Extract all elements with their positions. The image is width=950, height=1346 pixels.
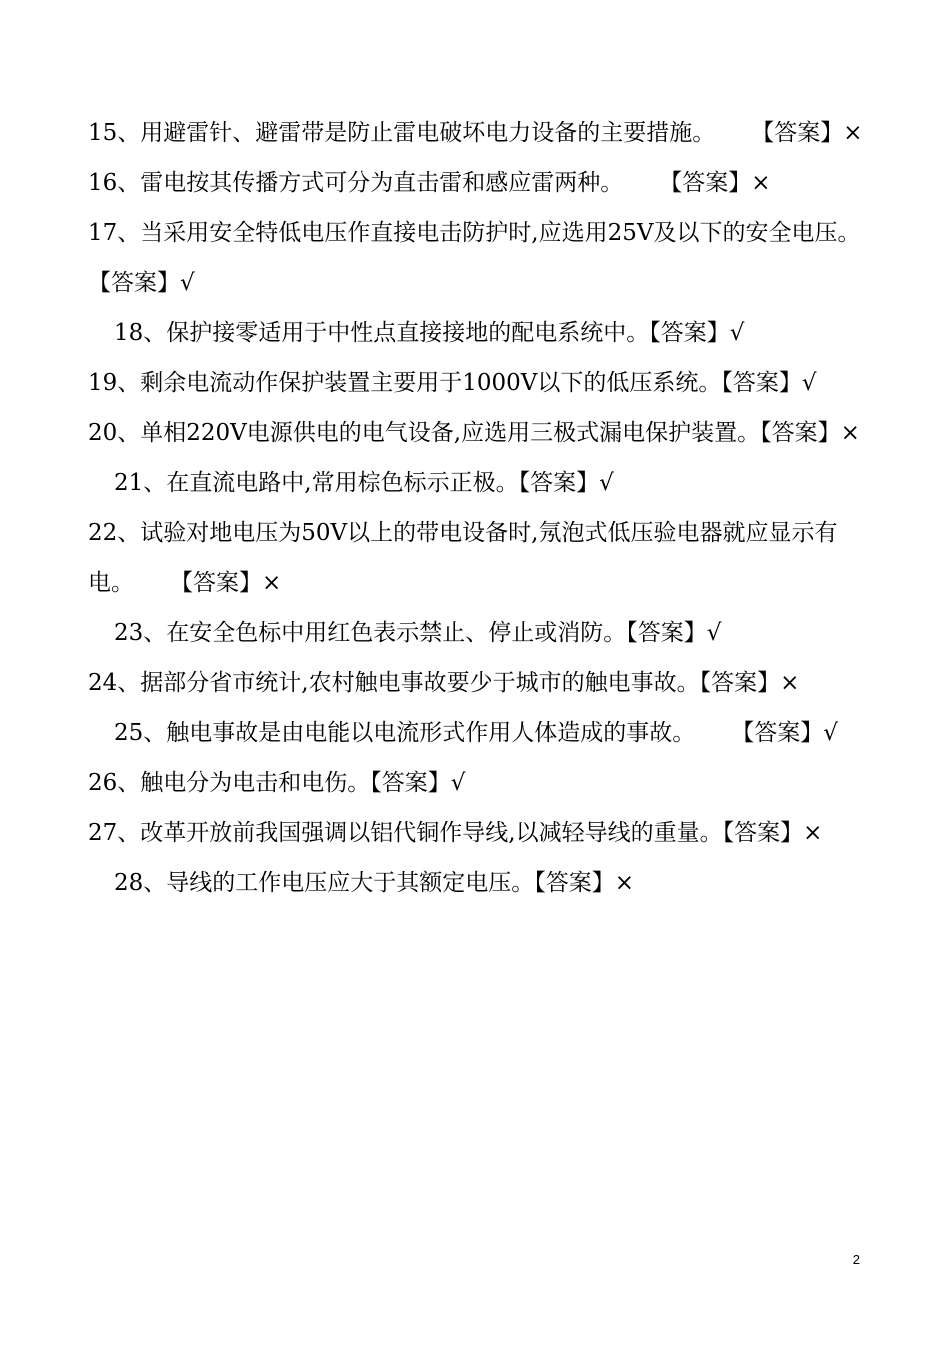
answer-mark: ×	[840, 420, 860, 446]
answer-label: 【答案】	[721, 370, 802, 396]
question-item	[88, 208, 868, 308]
answer-mark: ×	[803, 820, 823, 846]
answer-mark: √	[801, 370, 817, 396]
answer-mark: ×	[614, 870, 635, 896]
question-list	[88, 108, 868, 908]
question-text: 20、单相220V电源供电的电气设备,应选用三极式漏电保护装置。	[88, 420, 761, 446]
question-item	[88, 158, 868, 208]
question-text: 24、据部分省市统计,农村触电事故要少于城市的触电事故。	[88, 670, 700, 696]
answer-mark: √	[450, 770, 466, 796]
answer-label: 【答案】	[534, 870, 615, 896]
question-item	[88, 608, 868, 658]
answer-label: 【答案】	[731, 720, 824, 746]
answer-label: 【答案】	[518, 470, 600, 496]
question-text: 26、触电分为电击和电伤。	[88, 770, 371, 796]
answer-mark: √	[729, 320, 745, 346]
answer-label: 【答案】	[722, 820, 804, 846]
question-item	[88, 308, 868, 358]
question-item	[88, 658, 868, 708]
answer-label: 【答案】	[626, 620, 707, 646]
question-text: 28、导线的工作电压应大于其额定电压。	[114, 870, 535, 896]
question-text: 22、试验对地电压为50V以上的带电设备时,氖泡式低压验电器就应显示有电。	[88, 520, 838, 596]
answer-mark: √	[706, 620, 722, 646]
answer-label: 【答案】	[751, 120, 844, 146]
question-text: 27、改革开放前我国强调以铝代铜作导线,以减轻导线的重量。	[88, 820, 723, 846]
question-item	[88, 408, 868, 458]
question-item	[88, 858, 868, 908]
answer-label: 【答案】	[370, 770, 451, 796]
question-item	[88, 758, 868, 808]
question-text: 16、雷电按其传播方式可分为直击雷和感应雷两种。	[88, 170, 624, 196]
question-text: 15、用避雷针、避雷带是防止雷电破坏电力设备的主要措施。	[88, 120, 716, 146]
question-item	[88, 108, 868, 158]
question-text: 25、触电事故是由电能以电流形式作用人体造成的事故。	[114, 720, 696, 746]
question-text: 21、在直流电路中,常用棕色标示正极。	[114, 470, 519, 496]
answer-label: 【答案】	[170, 570, 262, 596]
answer-label: 【答案】	[699, 670, 781, 696]
question-text: 18、保护接零适用于中性点直接接地的配电系统中。	[114, 320, 650, 346]
answer-mark: ×	[780, 670, 800, 696]
question-item	[88, 708, 868, 758]
answer-mark: √	[599, 470, 614, 496]
question-text: 23、在安全色标中用红色表示禁止、停止或消防。	[114, 620, 627, 646]
answer-mark: ×	[262, 570, 282, 596]
question-item	[88, 508, 868, 608]
question-item	[88, 458, 868, 508]
question-item	[88, 358, 868, 408]
answer-mark: ×	[843, 120, 863, 146]
answer-label: 【答案】	[659, 170, 752, 196]
answer-label: 【答案】	[88, 270, 180, 296]
answer-mark: √	[823, 720, 838, 746]
question-text: 19、剩余电流动作保护装置主要用于1000V以下的低压系统。	[88, 370, 722, 396]
answer-label: 【答案】	[649, 320, 730, 346]
question-text: 17、当采用安全特低电压作直接电击防护时,应选用25V及以下的安全电压。	[88, 220, 861, 246]
question-item	[88, 808, 868, 858]
answer-label: 【答案】	[760, 420, 841, 446]
answer-mark: ×	[751, 170, 771, 196]
page-number: 2	[852, 1252, 860, 1267]
answer-mark: √	[180, 270, 195, 296]
